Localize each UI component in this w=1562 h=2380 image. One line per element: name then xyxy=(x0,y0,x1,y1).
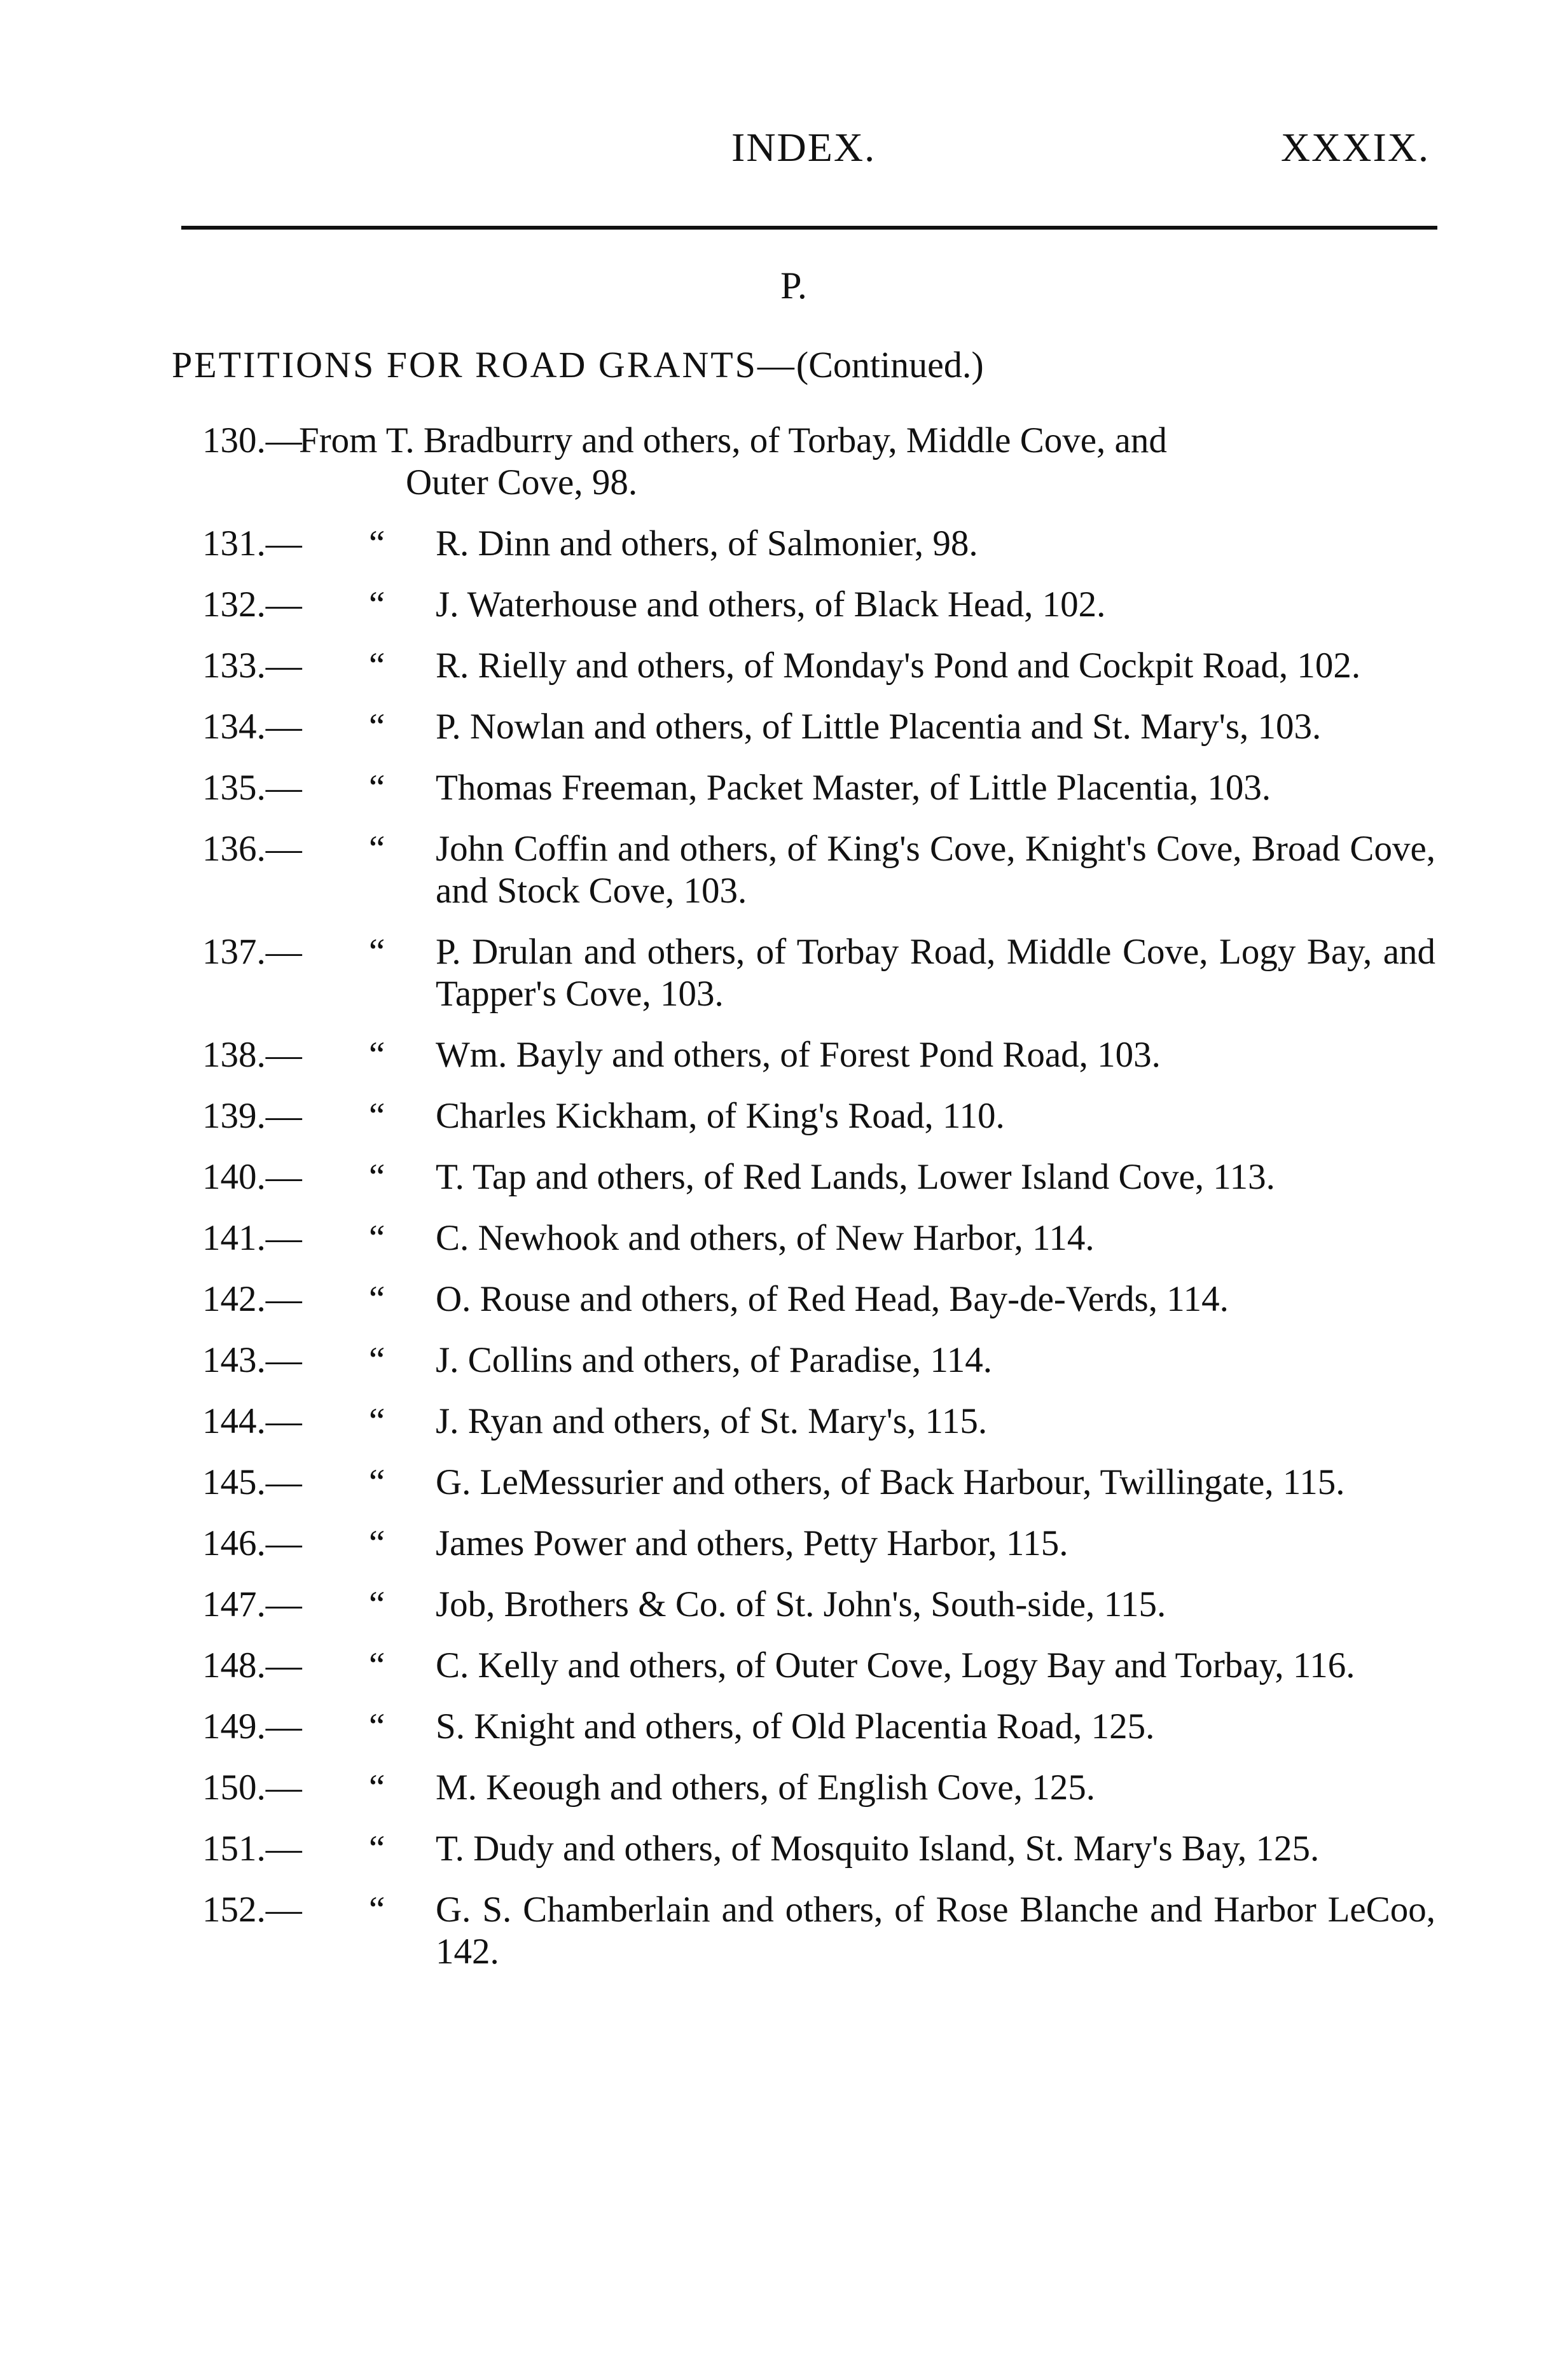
entry-number: 143.— xyxy=(202,1340,302,1380)
entry-text: Job, Brothers & Co. of St. John's, South-side, 115. xyxy=(436,1584,1166,1624)
index-entry xyxy=(0,1645,1562,1687)
index-entry xyxy=(0,1156,1562,1198)
index-entry xyxy=(0,1828,1562,1870)
index-entry xyxy=(0,1767,1562,1809)
entry-number: 134.— xyxy=(202,707,302,747)
entry-text: Wm. Bayly and others, of Forest Pond Road, 103. xyxy=(436,1035,1161,1075)
entry-text: P. Nowlan and others, of Little Placentia and St. Mary's, 103. xyxy=(436,707,1322,747)
index-entry xyxy=(0,1034,1562,1076)
entry-text: T. Tap and others, of Red Lands, Lower Island Cove, 113. xyxy=(436,1157,1275,1197)
section-heading-continued: (Continued.) xyxy=(796,344,984,385)
ditto-mark: “ xyxy=(369,768,385,808)
index-entry xyxy=(0,1217,1562,1259)
section-letter: P. xyxy=(780,265,807,307)
index-entry xyxy=(0,931,1562,1015)
index-entry xyxy=(0,1706,1562,1748)
index-entry xyxy=(0,523,1562,565)
entry-text: C. Kelly and others, of Outer Cove, Logy Bay and Torbay, 116. xyxy=(436,1645,1355,1685)
ditto-mark: “ xyxy=(369,1523,385,1563)
index-entry xyxy=(0,1889,1562,1973)
entry-text: M. Keough and others, of English Cove, 125. xyxy=(436,1768,1095,1808)
entry-number: 138.— xyxy=(202,1035,302,1075)
entry-number: 144.— xyxy=(202,1401,302,1441)
entry-number: 130.— xyxy=(202,420,302,460)
index-entry xyxy=(0,584,1562,626)
ditto-mark: “ xyxy=(369,1829,385,1869)
entry-line: Outer Cove, 98. xyxy=(406,462,638,502)
entry-number: 150.— xyxy=(202,1768,302,1808)
index-entry xyxy=(0,1462,1562,1504)
ditto-mark: “ xyxy=(369,1584,385,1624)
entry-text: O. Rouse and others, of Red Head, Bay-de-Verds, 114. xyxy=(436,1279,1229,1319)
running-head xyxy=(178,124,1437,181)
entry-number: 147.— xyxy=(202,1584,302,1624)
ditto-mark: “ xyxy=(369,932,385,972)
entry-number: 149.— xyxy=(202,1706,302,1747)
ditto-mark: “ xyxy=(369,1035,385,1075)
entry-number: 142.— xyxy=(202,1279,302,1319)
entry-number: 135.— xyxy=(202,768,302,808)
entry-line: T. Bradburry and others, of Torbay, Middle Cove, and xyxy=(385,420,1167,460)
section-heading-title: PETITIONS FOR ROAD GRANTS— xyxy=(172,344,796,385)
index-entry xyxy=(0,1401,1562,1443)
entry-text: Charles Kickham, of King's Road, 110. xyxy=(436,1096,1005,1136)
entry-number: 136.— xyxy=(202,829,302,869)
entry-text: P. Drulan and others, of Torbay Road, Middle Cove, Logy Bay, and Tapper's Cove, 103. xyxy=(436,932,1435,1014)
entry-prefix: From xyxy=(299,420,386,460)
entry-number: 148.— xyxy=(202,1645,302,1685)
entry-number: 131.— xyxy=(202,523,302,564)
entry-number: 145.— xyxy=(202,1462,302,1502)
page-title: INDEX. xyxy=(731,125,876,170)
entry-number: 137.— xyxy=(202,932,302,972)
entry-text: J. Waterhouse and others, of Black Head, 102. xyxy=(436,585,1106,625)
index-entry xyxy=(0,420,1562,504)
index-entry xyxy=(0,828,1562,912)
ditto-mark: “ xyxy=(369,585,385,625)
index-entry xyxy=(0,1339,1562,1381)
entry-number: 133.— xyxy=(202,646,302,686)
entry-text: G. LeMessurier and others, of Back Harbour, Twillingate, 115. xyxy=(436,1462,1345,1502)
ditto-mark: “ xyxy=(369,1645,385,1685)
entry-number: 152.— xyxy=(202,1890,302,1930)
ditto-mark: “ xyxy=(369,1462,385,1502)
ditto-mark: “ xyxy=(369,1401,385,1441)
ditto-mark: “ xyxy=(369,1706,385,1747)
entry-text: James Power and others, Petty Harbor, 115. xyxy=(436,1523,1068,1563)
section-heading xyxy=(172,343,984,386)
entry-number: 139.— xyxy=(202,1096,302,1136)
entry-text xyxy=(299,420,1435,504)
index-entry xyxy=(0,706,1562,748)
entry-text: T. Dudy and others, of Mosquito Island, St. Mary's Bay, 125. xyxy=(436,1829,1320,1869)
entry-text: John Coffin and others, of King's Cove, Knight's Cove, Broad Cove, and Stock Cove, 103. xyxy=(436,829,1435,911)
entry-number: 146.— xyxy=(202,1523,302,1563)
index-entry xyxy=(0,1523,1562,1565)
ditto-mark: “ xyxy=(369,646,385,686)
header-rule xyxy=(181,226,1437,230)
entry-text: J. Collins and others, of Paradise, 114. xyxy=(436,1340,992,1380)
index-entry xyxy=(0,1278,1562,1320)
ditto-mark: “ xyxy=(369,1768,385,1808)
index-entry xyxy=(0,645,1562,687)
entry-text: R. Rielly and others, of Monday's Pond and Cockpit Road, 102. xyxy=(436,646,1361,686)
ditto-mark: “ xyxy=(369,1096,385,1136)
entry-number: 140.— xyxy=(202,1157,302,1197)
ditto-mark: “ xyxy=(369,829,385,869)
entry-number: 141.— xyxy=(202,1218,302,1258)
entry-text: G. S. Chamberlain and others, of Rose Blanche and Harbor LeCoo, 142. xyxy=(436,1890,1435,1972)
index-entry xyxy=(0,767,1562,809)
index-entry xyxy=(0,1095,1562,1137)
entry-number: 132.— xyxy=(202,585,302,625)
ditto-mark: “ xyxy=(369,1340,385,1380)
index-entries xyxy=(0,420,1562,1992)
ditto-mark: “ xyxy=(369,1890,385,1930)
entry-text: R. Dinn and others, of Salmonier, 98. xyxy=(436,523,978,564)
entry-text: Thomas Freeman, Packet Master, of Little Placentia, 103. xyxy=(436,768,1271,808)
entry-text: C. Newhook and others, of New Harbor, 114. xyxy=(436,1218,1095,1258)
entry-text: S. Knight and others, of Old Placentia Road, 125. xyxy=(436,1706,1155,1747)
ditto-mark: “ xyxy=(369,523,385,564)
ditto-mark: “ xyxy=(369,1279,385,1319)
ditto-mark: “ xyxy=(369,1218,385,1258)
index-entry xyxy=(0,1584,1562,1626)
page-number: XXXIX. xyxy=(1280,125,1430,170)
ditto-mark: “ xyxy=(369,707,385,747)
entry-number: 151.— xyxy=(202,1829,302,1869)
ditto-mark: “ xyxy=(369,1157,385,1197)
entry-text: J. Ryan and others, of St. Mary's, 115. xyxy=(436,1401,988,1441)
